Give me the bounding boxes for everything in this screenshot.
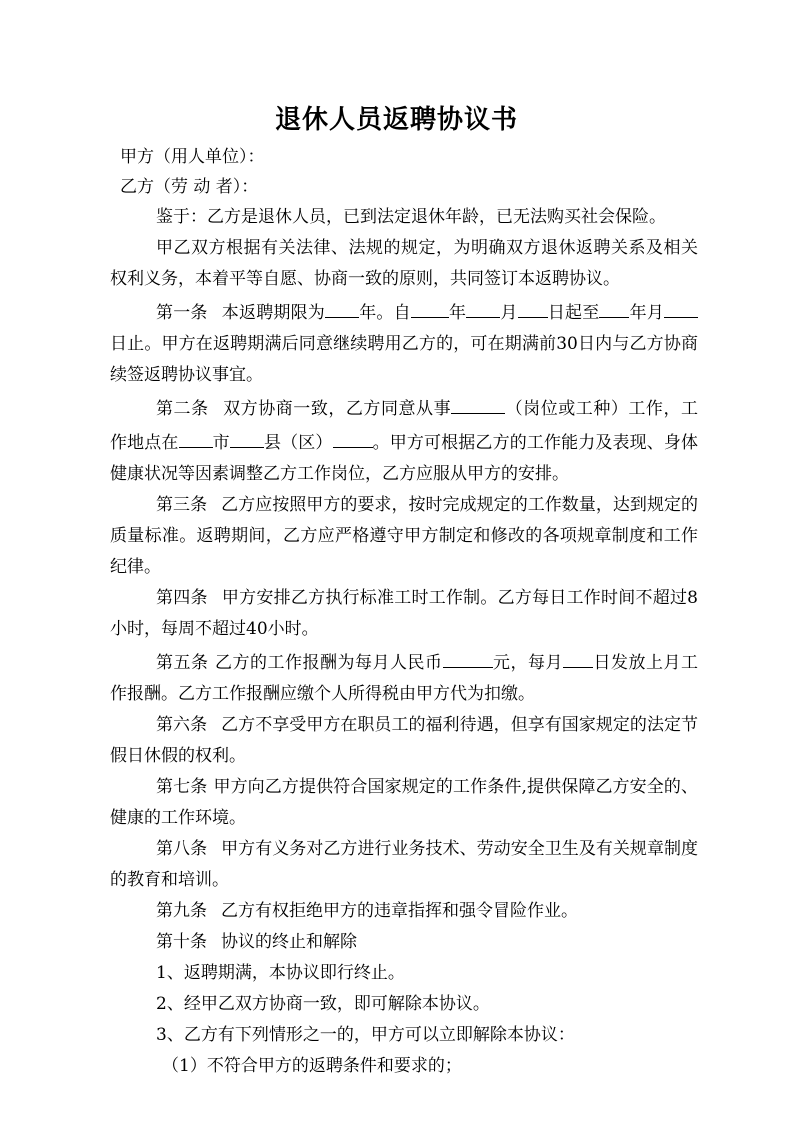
article-8: 第八条 甲方有义务对乙方进行业务技术、劳动安全卫生及有关规章制度的教育和培训。: [110, 839, 699, 890]
list-item: 3、乙方有下列情形之一的，甲方可以立即解除本协议：: [156, 1025, 575, 1045]
party-a-line: 甲方（用人单位）：: [120, 147, 265, 167]
salary-blank[interactable]: [443, 645, 493, 668]
party-b-line: 乙方（劳 动 者）：: [120, 177, 259, 197]
start-month-blank[interactable]: [466, 295, 500, 318]
article-4-label: 第四条: [156, 588, 208, 608]
article-7-label: 第七条: [156, 777, 208, 797]
list-item: 1、返聘期满，本协议即行终止。: [156, 963, 405, 983]
intro-paragraph: 甲乙双方根据有关法律、法规的规定，为明确双方退休返聘关系及相关权利义务，本着平等自愿、协商一致的原则，共同签订本返聘协议。: [110, 238, 698, 289]
start-day-blank[interactable]: [518, 295, 548, 318]
list-item: 2、经甲乙双方协商一致，即可解除本协议。: [156, 994, 490, 1014]
article-1-label: 第一条: [156, 303, 208, 323]
pay-day-blank[interactable]: [563, 645, 593, 668]
start-year-blank[interactable]: [411, 295, 449, 318]
document-title: 退休人员返聘协议书: [274, 105, 518, 135]
preamble-paragraph: 鉴于：乙方是退休人员，已到法定退休年龄，已无法购买社会保险。: [156, 207, 666, 227]
county-blank[interactable]: [230, 425, 264, 448]
article-6: 第六条 乙方不享受甲方在职员工的福利待遇，但享有国家规定的法定节假日休假的权利。: [110, 715, 699, 766]
district-blank[interactable]: [333, 425, 373, 448]
article-3: 第三条 乙方应按照甲方的要求，按时完成规定的工作数量，达到规定的质量标准。返聘期间，乙方应严格遵守甲方制定和修改的各项规章制度和工作纪律。: [110, 495, 699, 577]
article-5: 第五条 乙方的工作报酬为每月人民币 元，每月 日发放上月工作报酬。乙方工作报酬应缴个人所得税由甲方代为扣缴。: [110, 645, 698, 710]
article-9: 第九条 乙方有权拒绝甲方的违章指挥和强令冒险作业。: [156, 901, 578, 921]
city-blank[interactable]: [179, 425, 213, 448]
article-8-label: 第八条: [156, 839, 208, 859]
article-10: 第十条 协议的终止和解除: [156, 932, 357, 952]
agreement-body: [110, 202, 698, 1082]
article-4: 第四条 甲方安排乙方执行标准工时工作制。乙方每日工作时间不超过8小时，每周不超过40小时。: [110, 588, 698, 639]
end-month-blank[interactable]: [664, 295, 698, 318]
article-10-label: 第十条: [156, 932, 207, 952]
article-2: 第二条 双方协商一致，乙方同意从事 （岗位或工种）工作，工作地点在 市 县（区） 。甲方可根据乙方的工作能力及表现、身体健康状况等因素调整乙方工作岗位，乙方应服从甲方的安排。: [110, 391, 698, 490]
article-5-label: 第五条: [156, 653, 209, 673]
article-2-label: 第二条: [156, 399, 209, 419]
end-year-blank[interactable]: [599, 295, 629, 318]
sub-list-item: （1）不符合甲方的返聘条件和要求的；: [162, 1056, 462, 1076]
term-years-blank[interactable]: [325, 295, 359, 318]
article-1: 第一条 本返聘期限为 年。自 年 月 日起至 年月日止。甲方在返聘期满后同意继续聘用乙方的，可在期满前30日内与乙方协商续签返聘协议事宜。: [110, 295, 698, 391]
article-3-label: 第三条: [156, 495, 208, 515]
article-9-label: 第九条: [156, 901, 207, 921]
position-blank[interactable]: [451, 391, 505, 414]
article-6-label: 第六条: [156, 715, 208, 735]
article-7: 第七条 甲方向乙方提供符合国家规定的工作条件,提供保障乙方安全的、健康的工作环境。: [110, 777, 699, 828]
